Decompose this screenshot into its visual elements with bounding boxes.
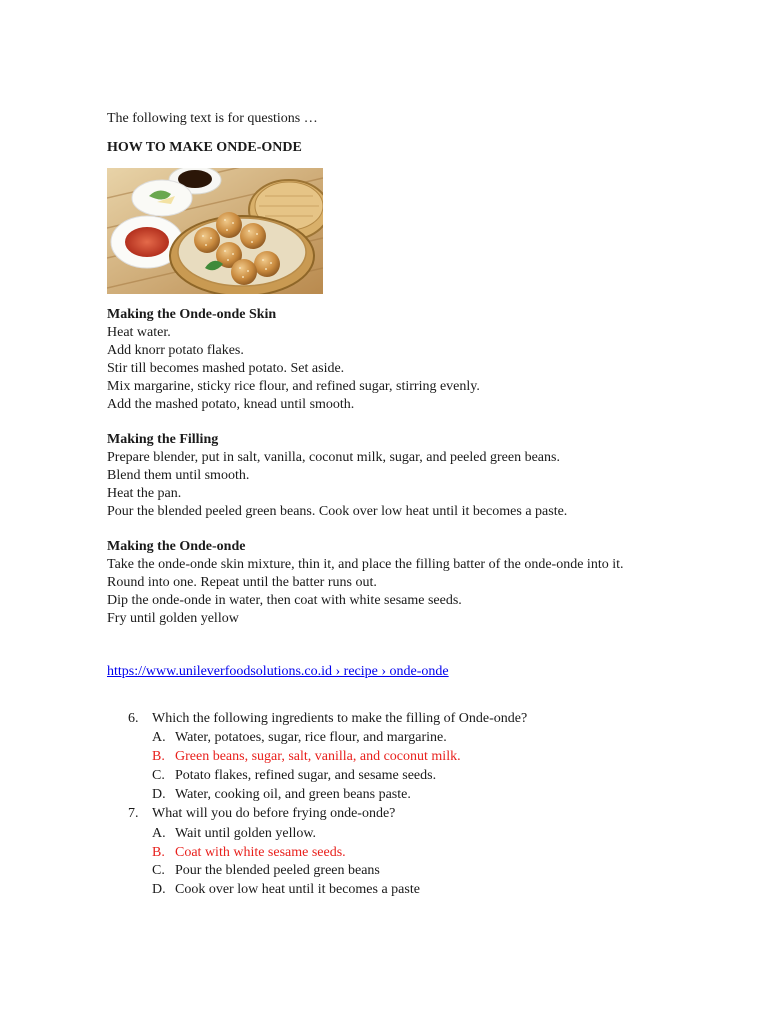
option-letter-answer: B. — [152, 845, 165, 860]
onde-onde-photo — [107, 168, 323, 294]
source-link[interactable]: https://www.unileverfoodsolutions.co.id › recipe › onde-onde — [107, 664, 449, 679]
question-number: 6. — [128, 711, 139, 726]
option-text-answer: Coat with white sesame seeds. — [175, 845, 346, 860]
step-line: Heat the pan. — [107, 486, 182, 501]
step-line: Take the onde-onde skin mixture, thin it, and place the filling batter of the onde-onde into it. — [107, 557, 624, 572]
option-letter: C. — [152, 768, 165, 783]
option-text: Water, cooking oil, and green beans paste. — [175, 787, 411, 802]
option-letter: A. — [152, 730, 166, 745]
option-text: Water, potatoes, sugar, rice flour, and margarine. — [175, 730, 447, 745]
option-text: Wait until golden yellow. — [175, 826, 317, 841]
page-title: HOW TO MAKE ONDE-ONDE — [107, 140, 302, 155]
option-letter: D. — [152, 882, 166, 897]
step-line: Fry until golden yellow — [107, 611, 239, 626]
option-text-answer: Green beans, sugar, salt, vanilla, and coconut milk. — [175, 749, 461, 764]
section-heading-skin: Making the Onde-onde Skin — [107, 307, 277, 322]
step-line: Prepare blender, put in salt, vanilla, coconut milk, sugar, and peeled green beans. — [107, 450, 560, 465]
option-letter: C. — [152, 863, 165, 878]
step-line: Round into one. Repeat until the batter runs out. — [107, 575, 377, 590]
step-line: Add knorr potato flakes. — [107, 343, 244, 358]
step-line: Heat water. — [107, 325, 171, 340]
option-letter: D. — [152, 787, 166, 802]
step-line: Stir till becomes mashed potato. Set aside. — [107, 361, 345, 376]
step-line: Dip the onde-onde in water, then coat with white sesame seeds. — [107, 593, 462, 608]
intro-text: The following text is for questions … — [107, 111, 318, 126]
question-text: Which the following ingredients to make the filling of Onde-onde? — [152, 711, 528, 726]
section-heading-onde-onde: Making the Onde-onde — [107, 539, 246, 554]
option-text: Potato flakes, refined sugar, and sesame seeds. — [175, 768, 437, 783]
section-heading-filling: Making the Filling — [107, 432, 219, 447]
step-line: Pour the blended peeled green beans. Cook over low heat until it becomes a paste. — [107, 504, 568, 519]
step-line: Add the mashed potato, knead until smooth. — [107, 397, 355, 412]
option-text: Cook over low heat until it becomes a paste — [175, 882, 420, 897]
step-line: Blend them until smooth. — [107, 468, 250, 483]
option-letter: A. — [152, 826, 166, 841]
question-number: 7. — [128, 806, 139, 821]
step-line: Mix margarine, sticky rice flour, and refined sugar, stirring evenly. — [107, 379, 480, 394]
option-text: Pour the blended peeled green beans — [175, 863, 380, 878]
option-letter-answer: B. — [152, 749, 165, 764]
question-text: What will you do before frying onde-onde? — [152, 806, 396, 821]
